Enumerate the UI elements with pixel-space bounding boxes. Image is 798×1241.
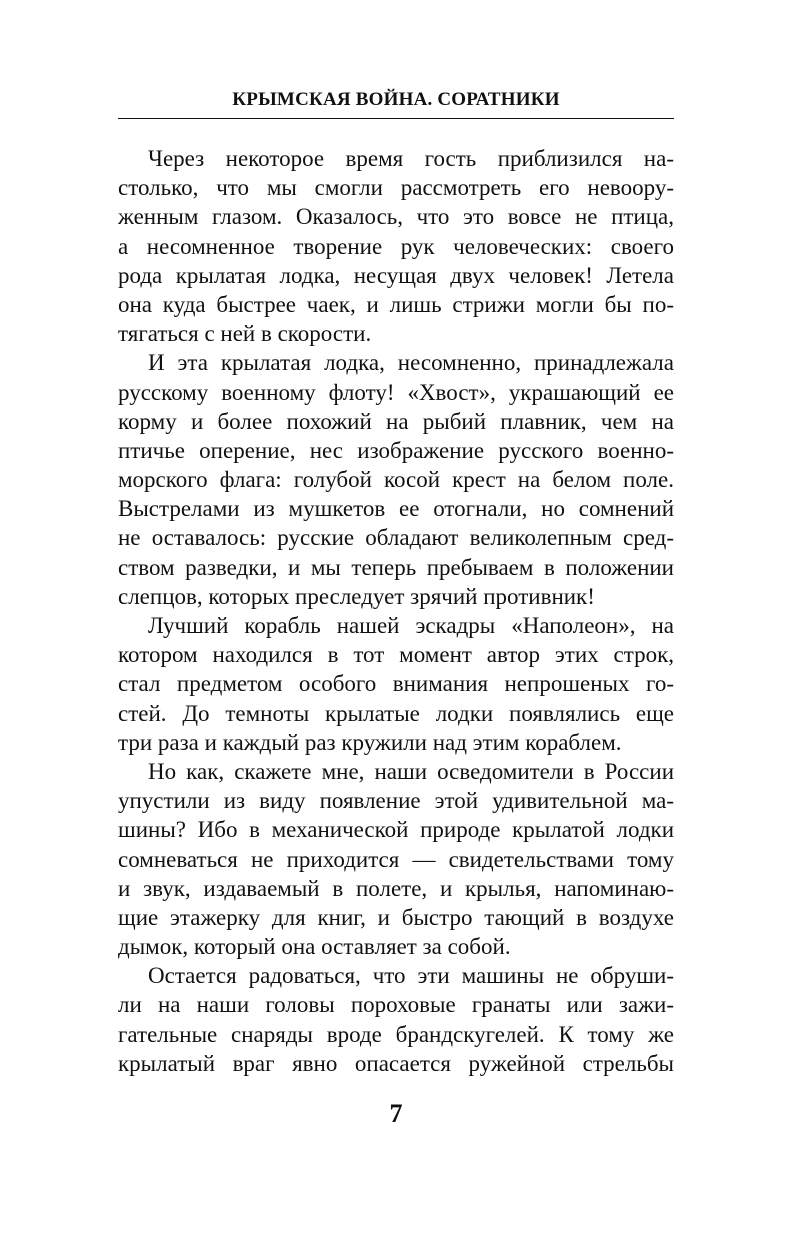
text-line: дымок, который она оставляет за собой. — [118, 934, 511, 960]
text-line: шины? Ибо в механической природе крылатой лодки — [118, 817, 674, 843]
text-line: а несомненное творение рук человеческих: своего — [118, 233, 674, 259]
paragraph — [118, 144, 674, 348]
text-line: упустили из виду появление этой удивительной ма- — [118, 788, 674, 814]
text-line: котором находился в тот момент автор этих строк, — [118, 642, 674, 668]
text-line: щие этажерку для книг, и быстро тающий в воздухе — [118, 904, 674, 930]
paragraph — [118, 961, 674, 1078]
text-line: ством разведки, и мы теперь пребываем в положении — [118, 554, 674, 580]
text-line: Остается радоваться, что эти машины не обруши- — [148, 963, 674, 989]
text-line: она куда быстрее чаек, и лишь стрижи могли бы по- — [118, 291, 674, 317]
paragraph — [118, 757, 674, 961]
text-line: Но как, скажете мне, наши осведомители в России — [148, 758, 674, 784]
paragraph — [118, 348, 674, 611]
text-line: русскому военному флоту! «Хвост», украшающий ее — [118, 379, 674, 405]
text-line: ли на наши головы пороховые гранаты или зажи- — [118, 992, 674, 1018]
running-head: КРЫМСКАЯ ВОЙНА. СОРАТНИКИ — [232, 89, 560, 110]
text-line: птичье оперение, нес изображение русского военно- — [118, 437, 674, 463]
body-text — [118, 144, 674, 1078]
text-line: стей. До темноты крылатые лодки появлялись еще — [118, 700, 674, 726]
text-line: Через некоторое время гость приблизился на- — [148, 146, 674, 171]
paragraph — [118, 611, 674, 757]
text-line: корму и более похожий на рыбий плавник, чем на — [118, 408, 674, 434]
text-line: гательные снаряды вроде брандскугелей. К тому же — [118, 1021, 674, 1047]
header-rule — [118, 118, 674, 119]
text-line: сомневаться не приходится — свидетельствами тому — [118, 846, 674, 872]
text-line: крылатый враг явно опасается ружейной стрельбы — [118, 1050, 674, 1076]
text-line: столько, что мы смогли рассмотреть его невоору- — [118, 175, 674, 201]
text-line: Выстрелами из мушкетов ее отогнали, но сомнений — [118, 496, 674, 522]
text-line: не оставалось: русские обладают великолепным сред- — [118, 525, 674, 551]
text-line: морского флага: голубой косой крест на белом поле. — [118, 467, 674, 493]
text-line: слепцов, которых преследует зрячий противник! — [118, 583, 595, 609]
text-line: И эта крылатая лодка, несомненно, принадлежала — [148, 350, 674, 376]
text-line: женным глазом. Оказалось, что это вовсе не птица, — [118, 204, 674, 230]
text-line: тягаться с ней в скорости. — [118, 321, 372, 347]
text-line: и звук, издаваемый в полете, и крылья, напоминаю- — [118, 875, 674, 901]
page-number: 7 — [389, 1099, 403, 1128]
text-line: рода крылатая лодка, несущая двух человек! Летела — [118, 262, 674, 288]
text-line: три раза и каждый раз кружили над этим кораблем. — [118, 729, 622, 755]
text-line: стал предметом особого внимания непрошеных го- — [118, 671, 674, 697]
text-line: Лучший корабль нашей эскадры «Наполеон», на — [148, 613, 674, 638]
